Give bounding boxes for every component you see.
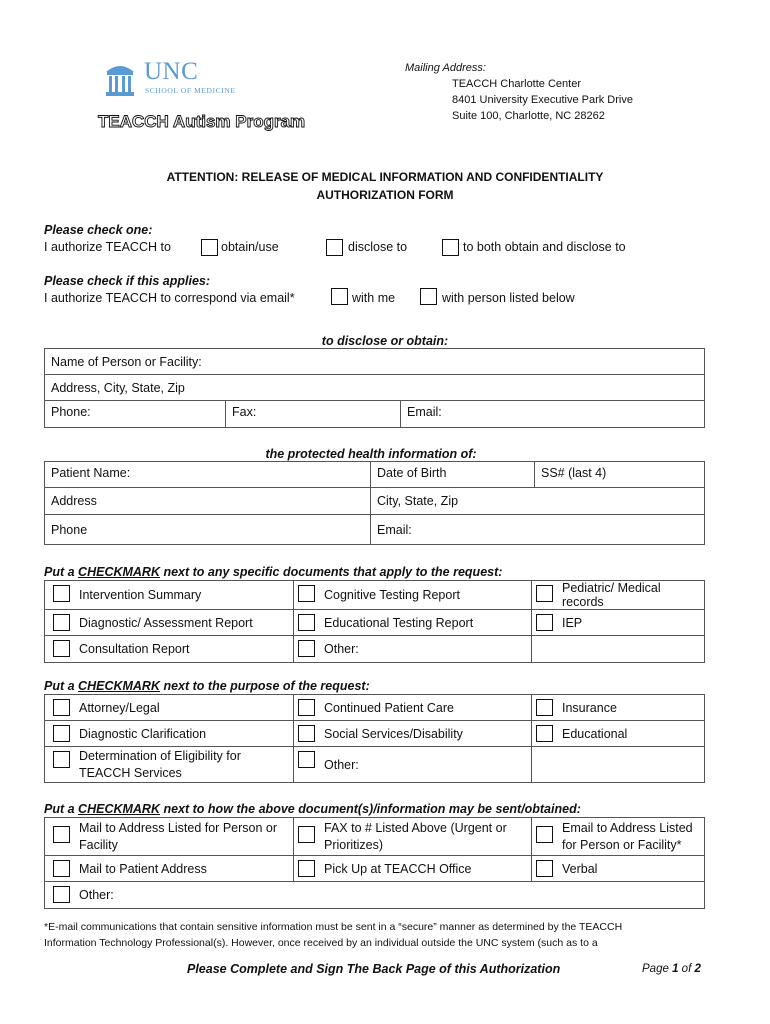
purpose-educational[interactable]: Educational bbox=[532, 721, 705, 747]
checkbox[interactable] bbox=[298, 585, 315, 602]
patient-dob-field[interactable]: Date of Birth bbox=[371, 462, 535, 488]
page-number: Page 1 of 2 bbox=[642, 963, 701, 975]
footnote-line-2: Information Technology Professional(s). However, once received by an individual outside the UNC system (such as to a bbox=[44, 937, 598, 949]
checkbox[interactable] bbox=[298, 725, 315, 742]
checkbox[interactable] bbox=[536, 860, 553, 877]
form-title-line-1: ATTENTION: RELEASE OF MEDICAL INFORMATION AND CONFIDENTIALITY bbox=[166, 170, 604, 184]
email-with-person-checkbox[interactable] bbox=[420, 288, 437, 305]
patient-phone-field[interactable]: Phone bbox=[45, 515, 371, 545]
checkbox[interactable] bbox=[536, 699, 553, 716]
program-title: TEACCH Autism Program bbox=[98, 112, 306, 131]
facility-fax-field[interactable]: Fax: bbox=[226, 401, 401, 428]
purpose-insurance[interactable]: Insurance bbox=[532, 695, 705, 721]
checkbox[interactable] bbox=[53, 725, 70, 742]
purpose-other[interactable]: Other: bbox=[294, 747, 532, 783]
method-other[interactable]: Other: bbox=[45, 882, 705, 909]
footnote-line-1: *E-mail communications that contain sensitive information must be sent in a “secure” manner as determined by the TEACCH bbox=[44, 921, 623, 933]
checkbox[interactable] bbox=[298, 826, 315, 843]
purpose-eligibility[interactable]: Determination of Eligibility for TEACCH Services bbox=[45, 747, 294, 783]
doc-educational-testing[interactable]: Educational Testing Report bbox=[294, 610, 532, 636]
checkbox[interactable] bbox=[536, 725, 553, 742]
form-title-line-2: AUTHORIZATION FORM bbox=[316, 188, 454, 202]
documents-heading: Put a CHECKMARK next to any specific documents that apply to the request: bbox=[44, 565, 503, 579]
doc-diagnostic-assessment[interactable]: Diagnostic/ Assessment Report bbox=[45, 610, 294, 636]
purpose-diagnostic-clarification[interactable]: Diagnostic Clarification bbox=[45, 721, 294, 747]
patient-email-field[interactable]: Email: bbox=[371, 515, 705, 545]
patient-name-field[interactable]: Patient Name: bbox=[45, 462, 371, 488]
checkbox[interactable] bbox=[298, 614, 315, 631]
facility-address-field[interactable]: Address, City, State, Zip bbox=[45, 375, 705, 401]
documents-table bbox=[44, 580, 705, 663]
purpose-heading: Put a CHECKMARK next to the purpose of the request: bbox=[44, 679, 370, 693]
obtain-use-checkbox[interactable] bbox=[201, 239, 218, 256]
checkbox[interactable] bbox=[53, 886, 70, 903]
email-with-me-checkbox[interactable] bbox=[331, 288, 348, 305]
disclose-heading: to disclose or obtain: bbox=[321, 334, 449, 348]
method-verbal[interactable]: Verbal bbox=[532, 856, 705, 882]
patient-table bbox=[44, 461, 705, 545]
mailing-label: Mailing Address: bbox=[405, 62, 486, 74]
checkbox[interactable] bbox=[536, 614, 553, 631]
mailing-line-1: TEACCH Charlotte Center bbox=[452, 78, 581, 90]
logo-subtext: SCHOOL OF MEDICINE bbox=[145, 86, 236, 95]
obtain-use-label: obtain/use bbox=[221, 240, 279, 254]
check-one-heading: Please check one: bbox=[44, 223, 153, 237]
purpose-table bbox=[44, 694, 705, 783]
doc-intervention-summary[interactable]: Intervention Summary bbox=[45, 581, 294, 610]
facility-name-field[interactable]: Name of Person or Facility: bbox=[45, 349, 705, 375]
checkbox[interactable] bbox=[298, 699, 315, 716]
email-with-person-label: with person listed below bbox=[442, 291, 575, 305]
checkbox[interactable] bbox=[53, 640, 70, 657]
method-mail-patient[interactable]: Mail to Patient Address bbox=[45, 856, 294, 882]
doc-other[interactable]: Other: bbox=[294, 636, 532, 663]
facility-phone-field[interactable]: Phone: bbox=[45, 401, 226, 428]
purpose-continued-care[interactable]: Continued Patient Care bbox=[294, 695, 532, 721]
checkbox[interactable] bbox=[53, 585, 70, 602]
doc-pediatric-medical[interactable]: Pediatric/ Medical records bbox=[532, 581, 705, 610]
disclose-to-label: disclose to bbox=[348, 240, 408, 254]
checkbox[interactable] bbox=[53, 751, 70, 768]
both-obtain-disclose-label: to both obtain and disclose to bbox=[463, 240, 626, 254]
patient-address-field[interactable]: Address bbox=[45, 488, 371, 515]
doc-cognitive-testing[interactable]: Cognitive Testing Report bbox=[294, 581, 532, 610]
method-pickup[interactable]: Pick Up at TEACCH Office bbox=[294, 856, 532, 882]
method-fax[interactable]: FAX to # Listed Above (Urgent or Prioritizes) bbox=[294, 818, 532, 856]
email-with-me-label: with me bbox=[352, 291, 396, 305]
method-mail-facility[interactable]: Mail to Address Listed for Person or Facility bbox=[45, 818, 294, 856]
method-email-facility[interactable]: Email to Address Listed for Person or Facility* bbox=[532, 818, 705, 856]
checkbox[interactable] bbox=[536, 585, 553, 602]
check-one-prefix: I authorize TEACCH to bbox=[44, 240, 171, 254]
checkbox[interactable] bbox=[536, 826, 553, 843]
disclose-to-checkbox[interactable] bbox=[326, 239, 343, 256]
mailing-line-2: 8401 University Executive Park Drive bbox=[452, 94, 633, 106]
email-consent-heading: Please check if this applies: bbox=[44, 274, 211, 288]
patient-city-field[interactable]: City, State, Zip bbox=[371, 488, 705, 515]
checkbox[interactable] bbox=[298, 751, 315, 768]
method-table bbox=[44, 817, 705, 909]
doc-iep[interactable]: IEP bbox=[532, 610, 705, 636]
empty-cell bbox=[532, 636, 705, 663]
checkbox[interactable] bbox=[53, 860, 70, 877]
checkbox[interactable] bbox=[298, 640, 315, 657]
checkbox[interactable] bbox=[53, 826, 70, 843]
doc-consultation-report[interactable]: Consultation Report bbox=[45, 636, 294, 663]
patient-ss-field[interactable]: SS# (last 4) bbox=[535, 462, 705, 488]
footer-note: Please Complete and Sign The Back Page of this Authorization bbox=[187, 962, 561, 976]
empty-cell bbox=[532, 747, 705, 783]
disclose-table bbox=[44, 348, 705, 428]
checkbox[interactable] bbox=[298, 860, 315, 877]
checkbox[interactable] bbox=[53, 699, 70, 716]
both-obtain-disclose-checkbox[interactable] bbox=[442, 239, 459, 256]
checkbox[interactable] bbox=[53, 614, 70, 631]
purpose-attorney-legal[interactable]: Attorney/Legal bbox=[45, 695, 294, 721]
mailing-line-3: Suite 100, Charlotte, NC 28262 bbox=[452, 110, 605, 122]
logo-text: UNC bbox=[144, 58, 199, 85]
facility-email-field[interactable]: Email: bbox=[401, 401, 705, 428]
unc-well-logo-icon bbox=[102, 60, 138, 98]
email-consent-prefix: I authorize TEACCH to correspond via email* bbox=[44, 291, 295, 305]
purpose-social-services[interactable]: Social Services/Disability bbox=[294, 721, 532, 747]
method-heading: Put a CHECKMARK next to how the above document(s)/information may be sent/obtained: bbox=[44, 802, 581, 816]
patient-heading: the protected health information of: bbox=[265, 447, 477, 461]
